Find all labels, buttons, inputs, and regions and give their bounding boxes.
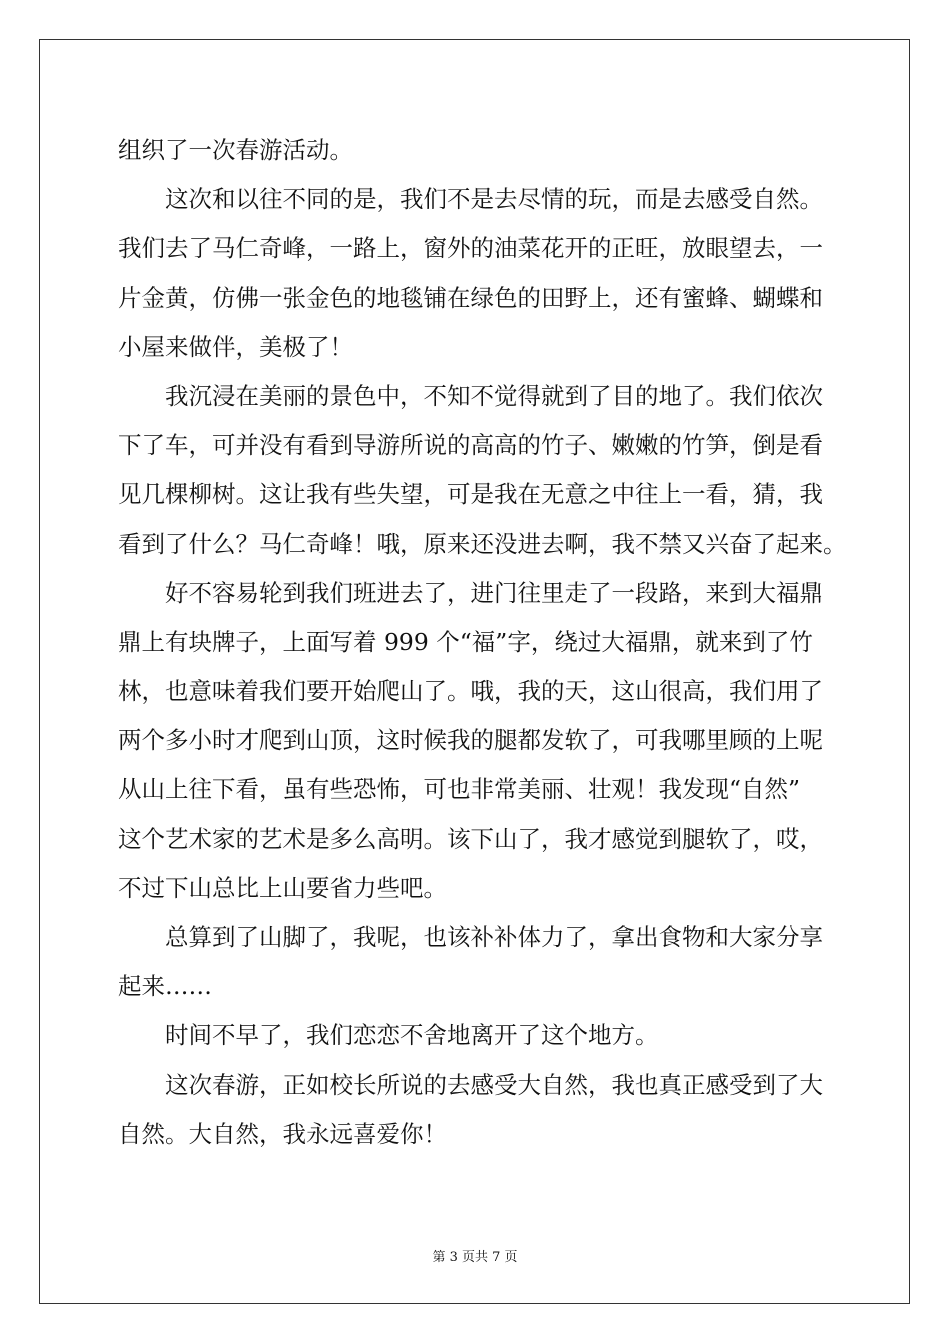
text-line: 组织了一次春游活动。 [118,136,353,164]
text-line: 两个多小时才爬到山顶，这时候我的腿都发软了，可我哪里顾的上呢 [118,726,823,755]
text-line: 自然。大自然，我永远喜爱你！ [118,1119,447,1148]
text-line: 见几棵柳树。这让我有些失望，可是我在无意之中往上一看，猜，我 [118,480,823,509]
paragraph-line: 时间不早了，我们恋恋不舍地离开了这个地方。 [165,1021,659,1050]
paragraph-line: 这次春游，正如校长所说的去感受大自然，我也真正感受到了大 [165,1070,823,1099]
text-line: 从山上往下看，虽有些恐怖，可也非常美丽、壮观！我发现“自然” [118,775,801,804]
page-total: 共 7 页 [475,1250,518,1265]
paragraph-line: 好不容易轮到我们班进去了，进门往里走了一段路，来到大福鼎 [165,578,823,607]
text-line: 小屋来做伴，美极了！ [118,332,353,361]
text-line: 片金黄，仿佛一张金色的地毯铺在绿色的田野上，还有蜜蜂、蝴蝶和 [118,283,823,312]
paragraph-line: 我沉浸在美丽的景色中，不知不觉得就到了目的地了。我们依次 [165,381,823,410]
text-line: 不过下山总比上山要省力些吧。 [118,873,447,902]
text-line: 看到了什么？马仁奇峰！哦，原来还没进去啊，我不禁又兴奋了起来。 [118,529,847,558]
text-line: 鼎上有块牌子，上面写着 999 个“福”字，绕过大福鼎，就来到了竹 [118,627,813,656]
text-line: 林，也意味着我们要开始爬山了。哦，我的天，这山很高，我们用了 [118,677,823,706]
page-number: 第 3 页 [432,1250,475,1265]
paragraph-line: 总算到了山脚了，我呢，也该补补体力了，拿出食物和大家分享 [165,923,823,951]
paragraph-line: 这次和以往不同的是，我们不是去尽情的玩，而是去感受自然。 [165,185,823,214]
page-footer [0,1246,950,1265]
document-body [118,126,847,1159]
text-line: 起来…… [118,972,212,1001]
text-line: 下了车，可并没有看到导游所说的高高的竹子、嫩嫩的竹笋，倒是看 [118,431,823,460]
text-line: 我们去了马仁奇峰，一路上，窗外的油菜花开的正旺，放眼望去，一 [118,234,823,263]
text-line: 这个艺术家的艺术是多么高明。该下山了，我才感觉到腿软了，哎， [118,824,823,853]
